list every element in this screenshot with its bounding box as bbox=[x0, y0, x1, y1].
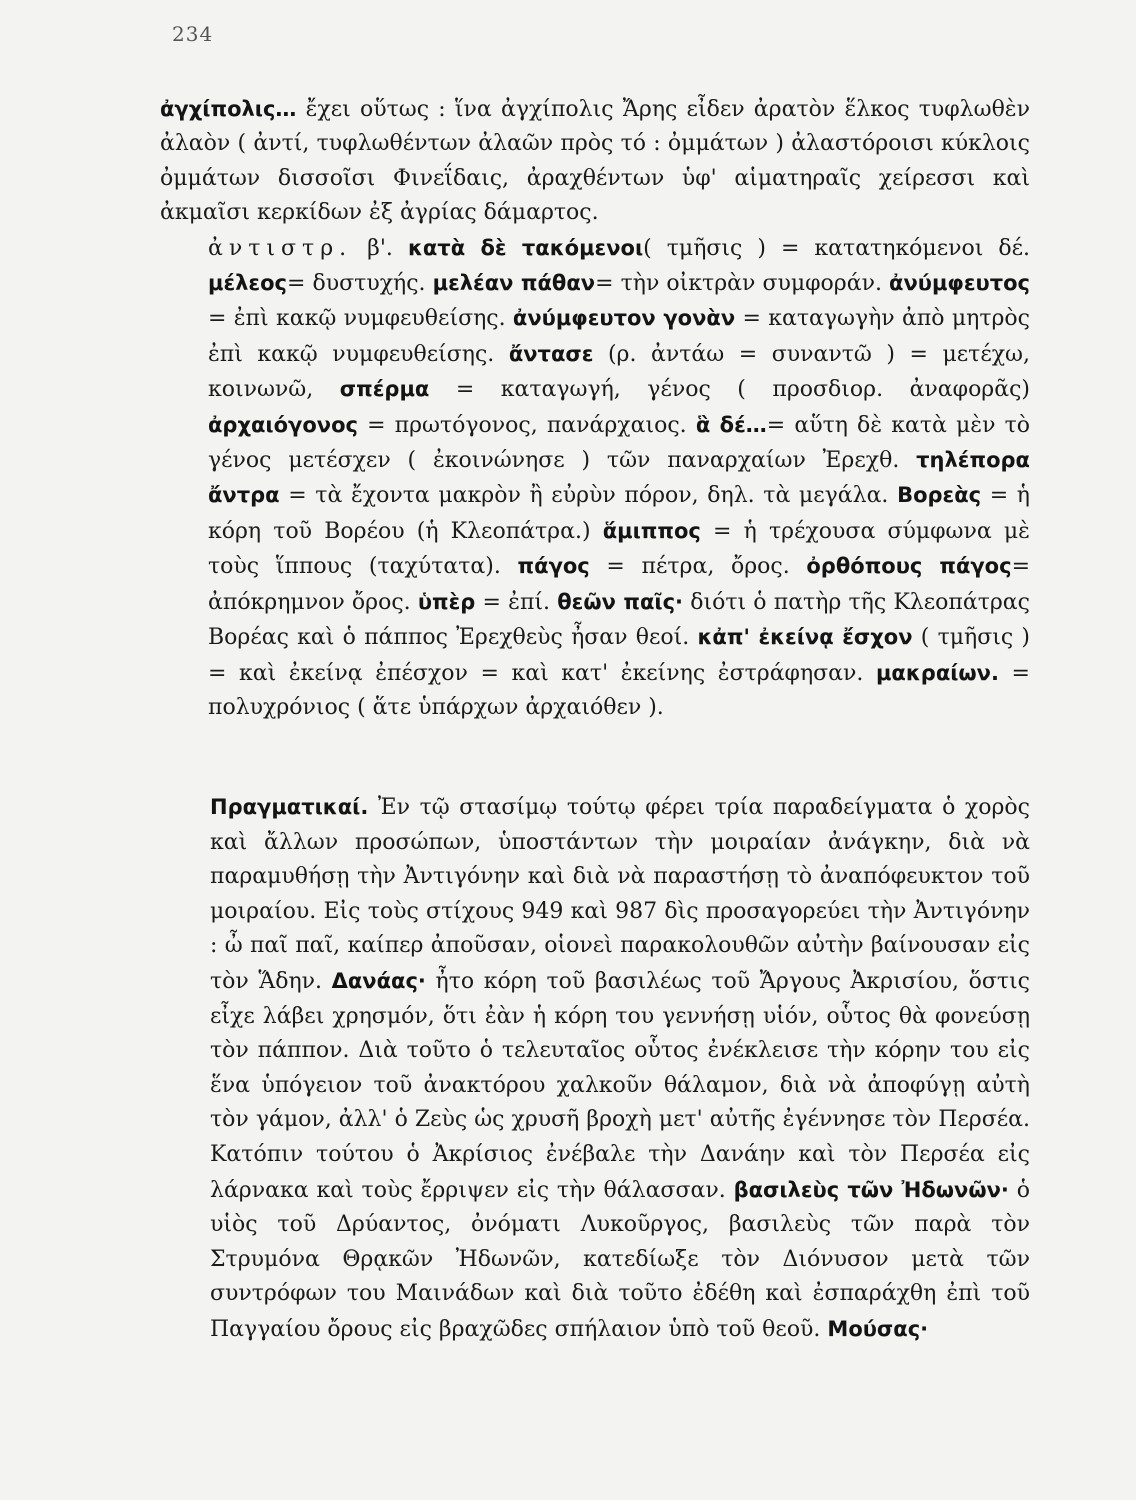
note-gloss: = τὴν οἰκτρὰν συμφοράν. bbox=[595, 271, 890, 297]
section-heading: Πραγματικαί. bbox=[210, 795, 369, 819]
antistrophe-number: β'. bbox=[352, 235, 408, 261]
note-gloss: = τὰ ἔχοντα μακρὸν ἢ εὐρὺν πόρον, δηλ. τὰ μεγάλα. bbox=[279, 483, 898, 509]
note-gloss: ( τμῆσις ) = κατατηκόμενοι δέ. bbox=[643, 235, 1030, 261]
note-term: τηλέπορα ἄντρα bbox=[208, 448, 1030, 508]
page-number: 234 bbox=[172, 22, 214, 46]
note-gloss: = πολυχρόνιος ( ἅτε ὑπάρχων ἀρχαιόθεν ). bbox=[208, 660, 1030, 720]
note-term: μελέαν πάθαν bbox=[432, 271, 596, 296]
note-gloss: = ἐπὶ κακῷ νυμφευθείσης. bbox=[208, 306, 513, 332]
note-term: Βορεὰς bbox=[897, 483, 982, 508]
note-gloss: = πέτρα, ὄρος. bbox=[589, 554, 807, 580]
note-term: ὑπὲρ bbox=[417, 589, 476, 614]
note-term: κἀπ' ἐκείνᾳ ἔσχον bbox=[697, 625, 913, 650]
note-gloss: = καταγωγή, γένος ( προσδιορ. ἀναφορᾶς) bbox=[429, 377, 1031, 403]
note-term: μακραίων. bbox=[875, 660, 999, 685]
note-gloss: = καταγωγὴν ἀπὸ μητρὸς ἐπὶ κακῷ νυμφευθείσης. bbox=[208, 306, 1031, 367]
note-gloss: (ρ. ἀντάω = συναντῶ ) = μετέχω, κοινωνῶ, bbox=[208, 341, 1030, 403]
note-gloss: = ἀπόκρημνον ὄρος. bbox=[208, 554, 1030, 615]
note-term: ἅμιππος bbox=[602, 518, 701, 543]
note-term: ἃ δέ… bbox=[695, 412, 767, 437]
danae-term: Δανάας· bbox=[331, 968, 426, 993]
note-term: ὀρθόπους πάγος bbox=[806, 554, 1012, 579]
note-gloss: = ἐπί. bbox=[475, 589, 558, 615]
note-term: μέλεος bbox=[208, 271, 287, 296]
note-term: ἀγχίπολις… bbox=[160, 97, 297, 121]
note-gloss: = ἡ τρέχουσα σύμφωνα μὲ τοὺς ἵππους (ταχύτατα). bbox=[208, 518, 1030, 580]
note-term: ἀνύμφευτος bbox=[889, 271, 1030, 296]
note-term: σπέρμα bbox=[339, 377, 430, 402]
note-paragraph-1 bbox=[160, 92, 1030, 231]
section-intro: Ἐν τῷ στασίμῳ τούτῳ φέρει τρία παραδείγματα ὁ χορὸς καὶ ἄλλων προσώπων, ὑποστάντων τὴν μοιραίαν ἀνάγκην, διὰ νὰ παραμυθήσῃ τὴν Ἀντιγόνην καὶ διὰ νὰ παραστήσῃ τὸ ἀναπόφευκτον τοῦ μοιραίου. Εἰς τοὺς στίχους 949 καὶ 987 δὶς προσαγορεύει τὴν Ἀντιγόνην : ὦ παῖ παῖ, καίπερ ἀποῦσαν, οἱονεὶ παρακολουθῶν αὐτὴν βαίνουσαν εἰς τὸν Ἅδην. bbox=[210, 795, 1030, 994]
glossary-notes bbox=[160, 92, 1030, 725]
note-term: πάγος bbox=[517, 554, 590, 579]
note-term: ἄντασε bbox=[508, 341, 594, 366]
antistrophe-label: ἀντιστρ. bbox=[208, 235, 353, 261]
factual-notes-section bbox=[160, 790, 1030, 1348]
note-gloss: = αὕτη δὲ κατὰ μὲν τὸ γένος μετέσχεν ( ἐκοινώνησε ) τῶν παναρχαίων Ἐρεχθ. bbox=[208, 412, 1030, 474]
king-term: βασιλεὺς τῶν Ἠδωνῶν· bbox=[733, 1177, 1009, 1202]
note-term: ἀρχαιόγονος bbox=[208, 412, 358, 437]
note-gloss: = δυστυχής. bbox=[287, 271, 433, 297]
note-gloss: = ἡ κόρη τοῦ Βορέου (ἡ Κλεοπάτρα.) bbox=[208, 483, 1030, 544]
danae-text: ἦτο κόρη τοῦ βασιλέως τοῦ Ἄργους Ἀκρισίου, ὅστις εἶχε λάβει χρησμόν, ὅτι ἐὰν ἡ κόρη του γεννήσῃ υἱόν, οὗτος θὰ φονεύσῃ τὸν πάππον. Διὰ τοῦτο ὁ τελευταῖος οὗτος ἐνέκλεισε τὴν κόρην του εἰς ἕνα ὑπόγειον τοῦ ἀνακτόρου χαλκοῦν θάλαμον, διὰ νὰ ἀποφύγῃ αὐτὴ τὸν γάμον, ἀλλ' ὁ Ζεὺς ὡς χρυσῆ βροχὴ μετ' αὐτῆς ἐγέννησε τὸν Περσέα. Κατόπιν τούτου ὁ Ἀκρίσιος ἐνέβαλε τὴν Δανάην καὶ τὸν Περσέα εἰς λάρνακα καὶ τοὺς ἔρριψεν εἰς τὴν θάλασσαν. bbox=[210, 968, 1030, 1203]
note-gloss: ( τμῆσις ) = καὶ ἐκείνᾳ ἐπέσχον = καὶ κατ' ἐκείνης ἐστράφησαν. bbox=[208, 625, 1030, 686]
note-gloss: ἔχει οὕτως : ἵνα ἀγχίπολις Ἄρης εἶδεν ἀρατὸν ἕλκος τυφλωθὲν ἀλαὸν ( ἀντί, τυφλωθέντων ἀλαῶν πρὸς τό : ὀμμάτων ) ἀλαστόροισι κύκλοις ὀμμάτων δισσοῖσι Φινεΐδαις, ἀραχθέντων ὑφ' αἱματηραῖς χείρεσσι καὶ ἀκμαῖσι κερκίδων ἐξ ἀγρίας δάμαρτος. bbox=[160, 97, 1030, 226]
note-gloss: διότι ὁ πατὴρ τῆς Κλεοπάτρας Βορέας καὶ ὁ πάππος Ἐρεχθεὺς ἦσαν θεοί. bbox=[208, 589, 1030, 651]
note-term: θεῶν παῖς· bbox=[557, 589, 684, 614]
note-term: κατὰ δὲ τακόμενοι bbox=[407, 235, 644, 260]
muses-term: Μούσας· bbox=[827, 1316, 929, 1341]
section-paragraph bbox=[160, 790, 1030, 1348]
king-text: ὁ υἱὸς τοῦ Δρύαντος, ὀνόματι Λυκοῦργος, βασιλεὺς τῶν παρὰ τὸν Στρυμόνα Θρᾳκῶν Ἠδωνῶν, κατεδίωξε τὸν Διόνυσον μετὰ τῶν συντρόφων του Μαινάδων καὶ διὰ τοῦτο ἐδέθη καὶ ἐσπαράχθη ἐπὶ τοῦ Παγγαίου ὄρους εἰς βραχῶδες σπήλαιον ὑπὸ τοῦ θεοῦ. bbox=[210, 1177, 1030, 1342]
note-term: ἀνύμφευτον γονὰν bbox=[512, 306, 736, 331]
note-gloss: = πρωτόγονος, πανάρχαιος. bbox=[357, 412, 696, 438]
note-paragraph-2 bbox=[160, 231, 1030, 726]
